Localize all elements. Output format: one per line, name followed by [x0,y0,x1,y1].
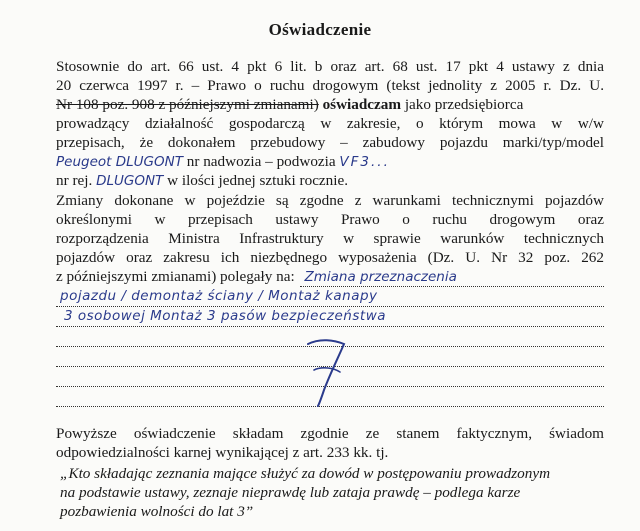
dotted-line-1 [300,286,604,287]
text-line-5: przepisach, że dokonałem przebudowy – zabudowy pojazdu marki/typ/model [56,134,604,151]
text-line-14: odpowiedzialności karnej wynikającej z art. 233 kk. tj. [56,444,389,461]
document-title: Oświadczenie [268,20,372,39]
chassis-label: nr nadwozia – podwozia [186,153,336,170]
text-line-7-rest: w ilości jednej sztuki rocznie. [167,172,349,189]
handwritten-modification-2: pojazdu / demontaż ściany / Montaż kanapy [60,288,378,304]
declare-word: oświadczam [322,96,402,113]
text-line-8: Zmiany dokonane w pojeździe są zgodne z warunkami technicznymi pojazdów [56,192,604,209]
text-line-1: Stosownie do art. 66 ust. 4 pkt 6 lit. b oraz art. 68 ust. 17 pkt 4 ustawy z dnia [56,58,604,75]
handwritten-modification-3: 3 osobowej Montaż 3 pasów bezpieczeństwa [64,308,387,324]
text-line-9: określonymi w przepisach ustawy Prawo o ruchu drogowym oraz [56,211,604,228]
quote-line-1: „Kto składając zeznania mające służyć za dowód w postępowaniu prowadzonym [60,465,551,482]
text-line-6 [56,153,390,171]
text-line-10: rozporządzenia Ministra Infrastruktury w sprawie warunków technicznych [56,230,604,247]
modifications-label: z późniejszymi zmianami) polegały na: [56,268,295,285]
struck-reference: Nr 108 poz. 908 z późniejszymi zmianami) [56,96,319,113]
registration-label: nr rej. [56,172,93,189]
quote-line-3: pozbawienia wolności do lat 3” [60,503,254,520]
text-line-4: prowadzący działalność gospodarczą w zakresie, o którym mowa w w/w [56,115,604,132]
quote-line-2: na podstawie ustawy, zeznaje nieprawdę lub zataja prawdę – podlega karze [60,484,521,501]
handwritten-registration: DLUGONT [96,173,164,189]
text-line-3-rest: jako przedsiębiorca [404,96,524,113]
text-line-11: pojazdów oraz zakresu ich niezbędnego wyposażenia (Dz. U. Nr 32 poz. 262 [56,249,604,266]
dotted-line-2 [56,306,604,307]
handwritten-modification-1: Zmiana przeznaczenia [304,269,457,285]
text-line-12 [56,268,457,286]
pen-scribble-mark [300,330,360,410]
dotted-line-3 [56,326,604,327]
text-line-3 [56,96,523,114]
handwritten-vehicle-make: Peugeot DLUGONT [56,154,183,170]
text-line-2: 20 czerwca 1997 r. – Prawo o ruchu drogowym (tekst jednolity z 2005 r. Dz. U. [56,77,604,94]
text-line-13: Powyższe oświadczenie składam zgodnie ze stanem faktycznym, świadom [56,425,604,442]
text-line-7 [56,172,348,190]
handwritten-vin: VF3... [339,154,390,170]
